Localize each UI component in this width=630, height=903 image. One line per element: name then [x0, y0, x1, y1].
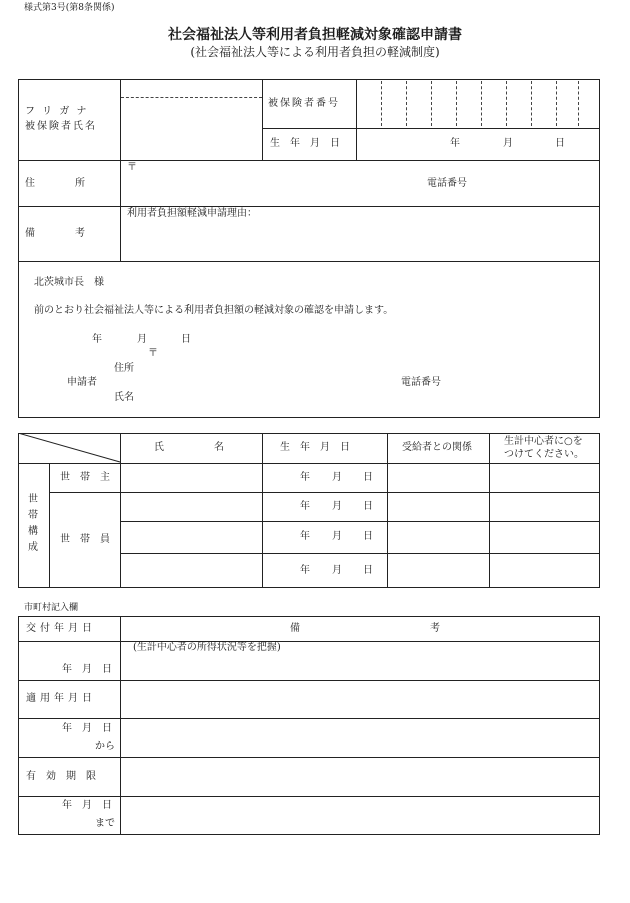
decl-phone-label: 電話番号 [401, 377, 441, 388]
row-month: 月 [332, 501, 342, 512]
office-remarks-input-4[interactable] [121, 758, 599, 795]
issue-date-ymd: 年 月 日 [62, 664, 112, 675]
decl-address-label: 住所 [114, 363, 134, 374]
household-head-label: 世 帯 主 [60, 472, 110, 483]
address-label: 住 所 [25, 178, 85, 189]
valid-date-ymd: 年 月 日 [62, 800, 112, 811]
addressee: 北茨城市長 様 [34, 277, 104, 288]
row-month: 月 [332, 472, 342, 483]
issue-date-label: 交付年月日 [26, 623, 96, 634]
row-year: 年 [300, 472, 310, 483]
row-day: 日 [363, 501, 373, 512]
section-label-4: 成 [28, 542, 38, 553]
form-title: 社会福祉法人等利用者負担軽減対象確認申請書 [168, 27, 462, 43]
row-main-earner-input[interactable] [490, 464, 599, 491]
section-label-2: 帯 [28, 510, 38, 521]
office-remarks-input-3[interactable] [121, 719, 599, 756]
remarks-label: 備 考 [25, 228, 85, 239]
form-number: 様式第3号(第8条関係) [24, 3, 115, 13]
from-label: から [95, 741, 115, 752]
row-relation-input[interactable] [388, 522, 488, 552]
furigana-label: フ リ ガ ナ [25, 106, 89, 117]
birth-date-label: 生 年 月 日 [270, 138, 340, 149]
decl-name-label: 氏名 [114, 392, 134, 403]
declaration-text: 前のとおり社会福祉法人等による利用者負担額の軽減対象の確認を申請します。 [34, 305, 394, 316]
row-name-input[interactable] [121, 522, 261, 552]
row-name-input[interactable] [121, 464, 261, 491]
office-use-heading: 市町村記入欄 [24, 603, 79, 613]
col-birth-header: 生 年 月 日 [280, 442, 350, 453]
row-year: 年 [300, 565, 310, 576]
phone-label: 電話番号 [427, 178, 467, 189]
apply-date-label: 適用年月日 [26, 693, 96, 704]
reduction-reason-label: 利用者負担額軽減申請理由： [127, 208, 257, 219]
insured-name-label: 被保険者氏名 [25, 121, 97, 132]
row-month: 月 [332, 565, 342, 576]
office-remarks-input-2[interactable] [121, 681, 599, 717]
row-relation-input[interactable] [388, 554, 488, 587]
birth-month: 月 [503, 138, 513, 149]
col-relation-header: 受給者との関係 [402, 442, 472, 453]
row-year: 年 [300, 501, 310, 512]
col-main-earner-header-1: 生計中心者に○を [504, 436, 583, 447]
household-member-label: 世 帯 員 [60, 534, 110, 545]
section-label-1: 世 [28, 494, 38, 505]
corner-diagonal [18, 433, 121, 463]
office-remarks-input-1[interactable] [121, 656, 599, 679]
furigana-input[interactable] [121, 80, 261, 96]
decl-month: 月 [137, 334, 147, 345]
section-label-3: 構 [28, 526, 38, 537]
until-label: まで [95, 818, 115, 829]
insured-name-input[interactable] [121, 98, 261, 159]
row-relation-input[interactable] [388, 464, 488, 491]
col-main-earner-header-2: つけてください。 [504, 449, 584, 460]
col-name-header: 氏 名 [154, 442, 224, 453]
reason-input[interactable] [121, 222, 599, 260]
row-main-earner-input[interactable] [490, 493, 599, 520]
decl-postal-mark: 〒 [148, 348, 158, 359]
row-month: 月 [332, 531, 342, 542]
valid-period-label: 有 効 期 限 [26, 771, 96, 782]
row-day: 日 [363, 531, 373, 542]
decl-year: 年 [92, 334, 102, 345]
office-remarks-input-5[interactable] [121, 797, 599, 834]
birth-day: 日 [555, 138, 565, 149]
postal-mark: 〒 [127, 162, 137, 173]
apply-date-ymd: 年 月 日 [62, 723, 112, 734]
row-year: 年 [300, 531, 310, 542]
address-input[interactable] [121, 161, 599, 205]
row-main-earner-input[interactable] [490, 554, 599, 587]
form-subtitle: (社会福祉法人等による利用者負担の軽減制度) [190, 45, 440, 59]
row-day: 日 [363, 472, 373, 483]
applicant-label: 申請者 [67, 377, 97, 388]
row-day: 日 [363, 565, 373, 576]
row-main-earner-input[interactable] [490, 522, 599, 552]
insured-number-input[interactable] [357, 80, 599, 127]
office-remarks-header: 備 考 [290, 623, 440, 634]
row-relation-input[interactable] [388, 493, 488, 520]
office-note: (生計中心者の所得状況等を把握) [133, 642, 281, 653]
birth-year: 年 [450, 138, 460, 149]
row-name-input[interactable] [121, 554, 261, 587]
insured-number-label: 被保険者番号 [268, 98, 340, 109]
decl-day: 日 [181, 334, 191, 345]
row-name-input[interactable] [121, 493, 261, 520]
